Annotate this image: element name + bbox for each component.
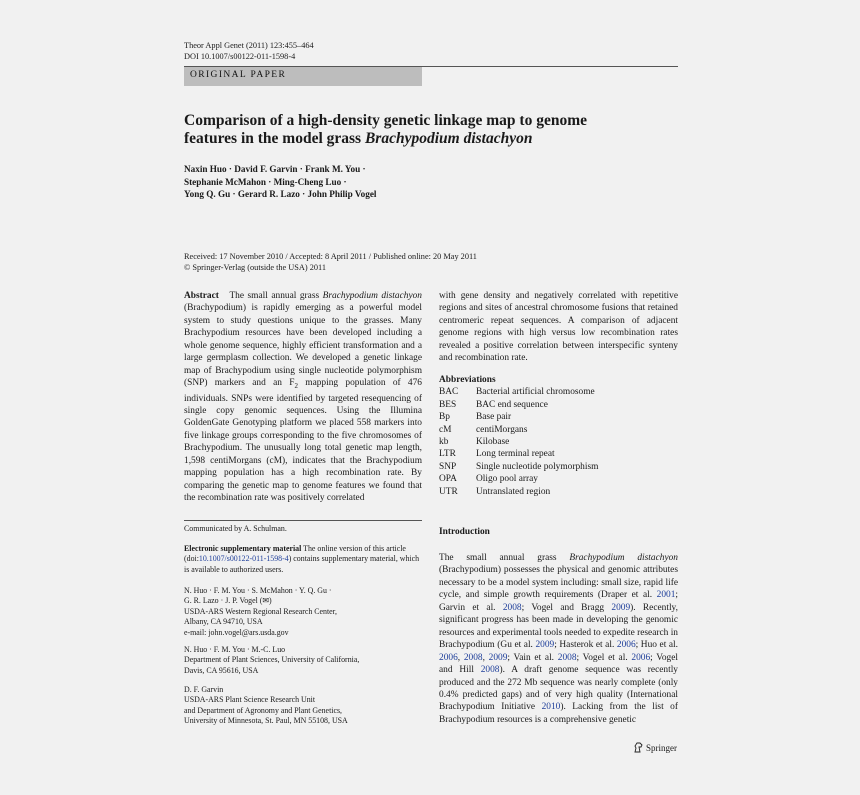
abbreviation-term: OPA [439, 474, 457, 485]
publisher-logo [634, 742, 677, 753]
abbreviations-heading: Abbreviations [439, 374, 496, 385]
abbreviation-term: LTR [439, 449, 456, 460]
abbreviation-definition: Bacterial artificial chromosome [476, 387, 595, 398]
springer-horse-icon [634, 742, 643, 753]
affiliation-3: D. F. Garvin USDA-ARS Plant Science Research Unit and Department of Agronomy and Plant Genetics, University of Minnesota, St. Paul, MN 55108, USA [184, 685, 348, 726]
title-line-1: Comparison of a high-density genetic linkage map to genome [184, 112, 587, 129]
article-type-label: ORIGINAL PAPER [190, 70, 287, 80]
abbreviation-row [439, 399, 678, 411]
abbreviation-row [439, 486, 678, 498]
abbreviation-term: SNP [439, 461, 457, 472]
citation-link[interactable]: 2008 [557, 652, 577, 663]
abstract-continued [439, 290, 678, 498]
abbreviation-term: BAC [439, 387, 459, 398]
author-list [184, 163, 604, 201]
abbreviation-definition: Kilobase [476, 436, 510, 447]
journal-doi: DOI 10.1007/s00122-011-1598-4 [184, 52, 296, 61]
affiliation-1: N. Huo · F. M. You · S. McMahon · Y. Q. Gu · G. R. Lazo · J. P. Vogel (✉) USDA-ARS Western Regional Research Center, Albany, CA 94710, USA e-mail: john.vogel@ars.usda.gov [184, 586, 422, 638]
journal-header [184, 40, 314, 62]
copyright: © Springer-Verlag (outside the USA) 2011 [184, 263, 327, 272]
email-link[interactable]: e-mail: john.vogel@ars.usda.gov [184, 627, 289, 637]
citation-link[interactable]: 2009 [611, 602, 631, 613]
abbreviation-term: BES [439, 399, 457, 410]
abbreviation-definition: BAC end sequence [476, 399, 548, 410]
abbreviation-row [439, 448, 678, 460]
abbreviation-definition: Long terminal repeat [476, 449, 555, 460]
citation-link[interactable]: 2006 [439, 652, 458, 663]
introduction-text: The small annual grass Brachypodium distachyon (Brachypodium) possesses the physical and genomic attributes necessary to be a model system including: small size, rapid life cycle, and simple growth requirements (Draper et al. 2001; Garvin et al. 2008; Vogel and Bragg 2009). Recently, significant progress has been made in developing the genomic resources and experimental tools needed to expedite research in Brachypodium (Gu et al. 2009; Hasterok et al. 2006; Huo et al. 2006, 2008, 2009; Vain et al. 2008; Vogel et al. 2006; Vogel and Hill 2008). A draft genome sequence was recently produced and the 272 Mb sequence was nearly complete (only 0.4% predicted gaps) and of very high quality (International Brachypodium Initiative 2010). Lacking from the list of Brachypodium resources is a comprehensive genetic [439, 553, 678, 725]
abbreviation-definition: centiMorgans [476, 424, 528, 435]
abbreviation-row [439, 436, 678, 448]
citation-link[interactable]: 2001 [656, 590, 676, 601]
publisher-name: Springer [646, 742, 677, 753]
abbreviations-list [439, 386, 678, 498]
abbreviation-definition: Base pair [476, 412, 512, 423]
abbreviation-term: cM [439, 424, 452, 435]
abbreviation-definition: Oligo pool array [476, 474, 538, 485]
introduction-heading: Introduction [439, 527, 490, 537]
citation-link[interactable]: 2009 [488, 652, 508, 663]
abbreviation-definition: Untranslated region [476, 486, 551, 497]
abbreviation-row [439, 473, 678, 485]
journal-citation: Theor Appl Genet (2011) 123:455–464 [184, 41, 314, 50]
esm-note: Electronic supplementary material The online version of this article (doi:10.1007/s00122-011-1598-4) contains supplementary material, which is available to authorized users. [184, 544, 420, 574]
abbreviation-term: kb [439, 436, 449, 447]
citation-link[interactable]: 2008 [502, 602, 522, 613]
doi-link[interactable]: 10.1007/s00122-011-1598-4 [198, 554, 289, 564]
author-line: Naxin Huo · David F. Garvin · Frank M. You · [184, 164, 366, 174]
abstract: Abstract The small annual grass Brachypodium distachyon (Brachypodium) is rapidly emerging as a powerful model system to study questions unique to the grasses. Many Brachypodium resources have been developed including a whole genome sequence, highly efficient transformation and a large germplasm collection. We developed a genetic linkage map of Brachypodium using single nucleotide polymorphism (SNP) markers and an $F_2$ mapping population of 476 individuals. SNPs were identified by targeted resequencing of single copy genomic sequences. Using the Illumina GoldenGate Genotyping platform we placed 558 markers into five linkage groups corresponding to the five chromosomes of Brachypodium. The unusually long total genetic map length, 1,598 centiMorgans (cM), indicates that the Brachypodium mapping population has a high recombination rate. By comparing the genetic map to genome features we found that the recombination rate was positively correlated [184, 291, 422, 504]
received-dates: Received: 17 November 2010 / Accepted: 8 April 2011 / Published online: 20 May 2011 [184, 252, 477, 261]
article-type-banner [184, 67, 422, 86]
citation-link[interactable]: 2006 [616, 640, 636, 651]
citation-link[interactable]: 2008 [463, 652, 483, 663]
citation-link[interactable]: 2009 [535, 640, 555, 651]
citation-link[interactable]: 2006 [631, 652, 651, 663]
abstract-continuation: with gene density and negatively correlated with repetitive regions and sites of ancestral chromosome fusions that retained centromeric repeat sequences. A comparison of adjacent genome regions with high versus low recombination rates revealed a positive correlation between interspecific synteny and recombination rate. [439, 291, 678, 364]
species-name: Brachypodium distachyon [364, 130, 533, 147]
citation-link[interactable]: 2010 [541, 702, 561, 713]
title-line-2: features in the model grass Brachypodium distachyon [184, 130, 533, 147]
communicated-by: Communicated by A. Schulman. [184, 524, 287, 533]
abbreviation-term: UTR [439, 486, 458, 497]
abbreviation-row [439, 424, 678, 436]
abbreviation-term: Bp [439, 412, 450, 423]
citation-link[interactable]: 2008 [480, 665, 500, 676]
author-line: Stephanie McMahon · Ming-Cheng Luo · [184, 176, 347, 187]
abbreviation-row [439, 411, 678, 423]
abbreviation-row [439, 461, 678, 473]
footnote-rule [184, 520, 422, 521]
affiliation-2: N. Huo · F. M. You · M.-C. Luo Department of Plant Sciences, University of California, Davis, CA 95616, USA [184, 645, 360, 675]
paper-title [184, 112, 684, 148]
author-line: Yong Q. Gu · Gerard R. Lazo · John Philip Vogel [184, 189, 377, 200]
abstract-label: Abstract [184, 291, 219, 301]
abbreviation-row [439, 386, 678, 398]
publication-history [184, 251, 604, 273]
abbreviation-definition: Single nucleotide polymorphism [476, 461, 599, 472]
